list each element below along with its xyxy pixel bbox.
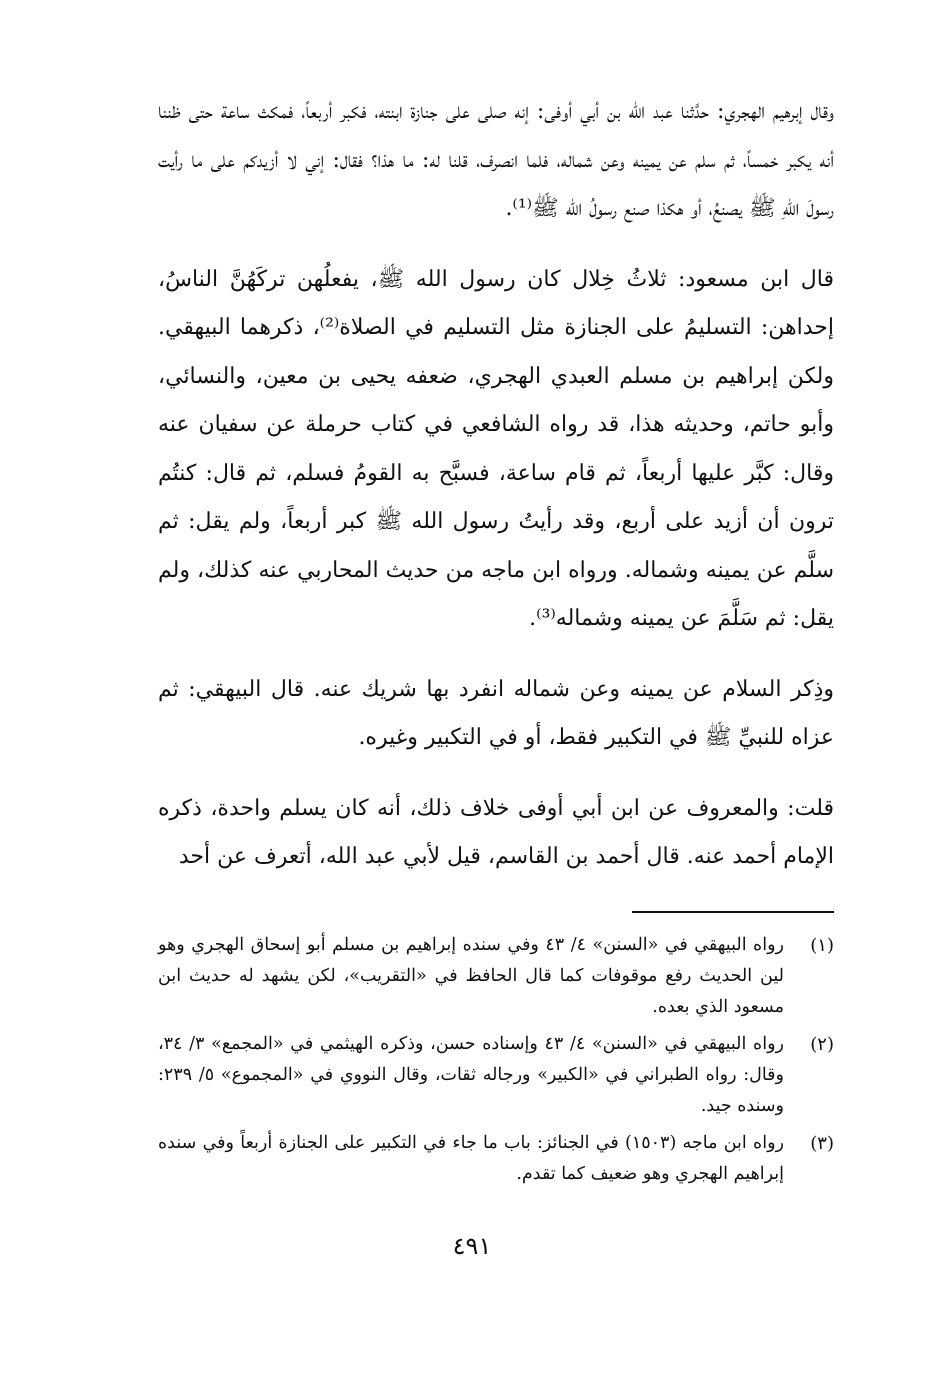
footnote-1	[158, 930, 834, 1023]
footnote-3-text: رواه ابن ماجه (١٥٠٣) في الجنائز: باب ما جاء في التكبير على الجنازة أربعاً وفي سنده إبراهيم الهجري وهو ضعيف كما تقدم.	[158, 1133, 784, 1184]
footnote-1-number: (١)	[810, 935, 834, 956]
paragraph-2: قال ابن مسعود: ثلاثُ خِلال كان رسول الله ﷺ، يفعلُهن تركَهُنَّ الناسُ، إحداهن: التسليمُ على الجنازة مثل التسليم في الصلاة⁽²⁾، ذكرهما البيهقي. ولكن إبراهيم بن مسلم العبدي الهجري، ضعفه يحيى بن معين، والنسائي، وأبو حاتم، وحديثه هذا، قد رواه الشافعي في كتاب حرملة عن سفيان عنه وقال: كبَّر عليها أربعاً، ثم قام ساعة، فسبَّح به القومُ فسلم، ثم قال: كنتُم ترون أن أزيد على أربع، وقد رأيتُ رسول الله ﷺ كبر أربعاً، ولم يقل: ثم سلَّم عن يمينه وشماله. ورواه ابن ماجه من حديث المحاربي عنه كذلك، ولم يقل: ثم سَلَّمَ عن يمينه وشماله⁽³⁾.	[158, 266, 835, 631]
paragraph-3: وذِكر السلام عن يمينه وعن شماله انفرد بها شريك عنه. قال البيهقي: ثم عزاه للنبيِّ ﷺ في التكبير فقط، أو في التكبير وغيره.	[158, 676, 834, 750]
footnotes	[158, 930, 834, 1196]
main-text	[158, 88, 834, 882]
footnote-3-number: (٣)	[810, 1133, 834, 1154]
footnote-2-number: (٢)	[810, 1034, 834, 1055]
footnote-3	[158, 1128, 834, 1190]
paragraph-4: قلت: والمعروف عن ابن أبي أوفى خلاف ذلك، أنه كان يسلم واحدة، ذكره الإمام أحمد عنه. قال أحمد بن القاسم، قيل لأبي عبد الله، أتعرف عن أحد	[158, 795, 834, 869]
footnote-2-text: رواه البيهقي في «السنن» ٤/ ٤٣ وإسناده حسن، وذكره الهيثمي في «المجمع» ٣/ ٣٤، وقال: رواه الطبراني في «الكبير» ورجاله ثقات، وقال النووي في «المجموع» ٥/ ٢٣٩: وسنده جيد.	[158, 1034, 785, 1116]
footnote-divider	[632, 911, 834, 913]
paragraph-1: وقال إبرهيم الهجري: حدَّثنا عبد الله بن أبي أوفى: إنه صلى على جنازة ابنته، فكبر أربعاً، فمكث ساعة حتى ظننا أنه يكبر خمساً، ثم سلم عن يمينه وعن شماله، فلما انصرف، قلنا له: ما هذا؟ فقال: إني لا أزيدكم على ما رأيت رسولَ اللّهِ ﷺ يصنعُ، أو هكذا صنع رسولُ الله ﷺ⁽¹⁾.	[158, 99, 835, 221]
footnote-2	[158, 1029, 834, 1122]
page-number: ٤٩١	[452, 1232, 492, 1260]
footnote-1-text: رواه البيهقي في «السنن» ٤/ ٤٣ وفي سنده إبراهيم بن مسلم أبو إسحاق الهجري وهو لين الحديث رفع موقوفات كما قال الحافظ في «التقريب»، لكن يشهد له حديث ابن مسعود الذي بعده.	[158, 935, 784, 1017]
